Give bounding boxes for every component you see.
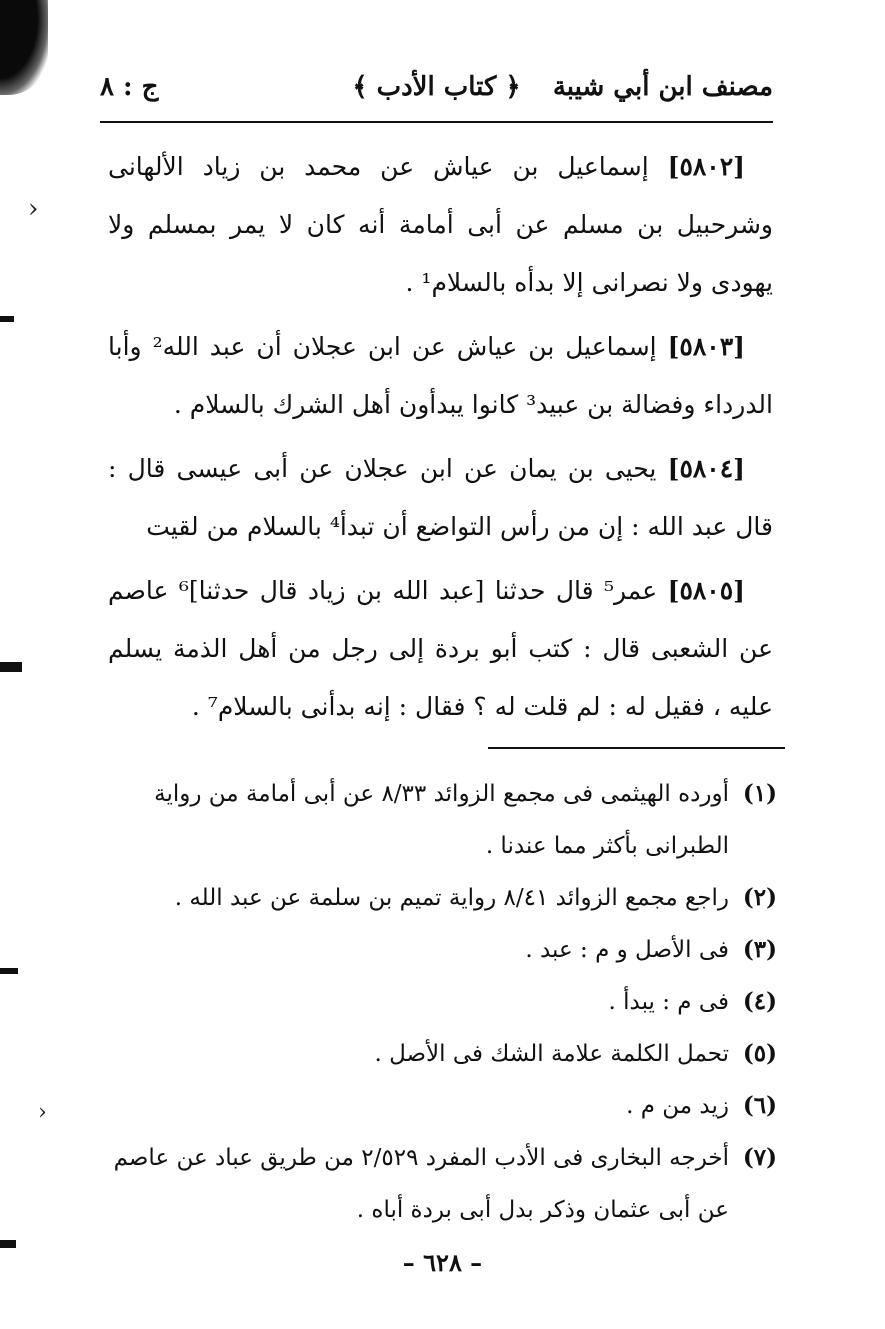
hadith-number: [٥٨٠٣] — [667, 332, 745, 361]
hadith-entry — [108, 440, 773, 556]
footnote-text: تحمل الكلمة علامة الشك فى الأصل . — [374, 1041, 729, 1067]
margin-mark: › — [38, 1100, 47, 1125]
scan-mark — [0, 968, 18, 974]
scan-blot — [0, 0, 48, 95]
hadith-text: عمر⁵ قال حدثنا [عبد الله بن زياد قال حدثنا]⁶ عاصم عن الشعبى قال : كتب أبو بردة إلى رجل من أهل الذمة يسلم عليه ، فقيل له : لم قلت له ؟ فقال : إنه بدأنى بالسلام⁷ . — [108, 576, 773, 721]
main-text — [108, 138, 773, 742]
footnote-text: فى م : يبدأ . — [608, 989, 729, 1015]
footnote-divider — [488, 747, 785, 749]
hadith-entry — [108, 562, 773, 736]
footnote-number: (٧) — [742, 1144, 777, 1171]
footnote-number: (٣) — [742, 936, 777, 963]
scan-mark — [0, 1240, 16, 1248]
scan-mark — [0, 316, 14, 322]
footnote-text: أورده الهيثمى فى مجمع الزوائد ٨/٣٣ عن أبى أمامة من رواية الطبرانى بأكثر مما عندنا . — [154, 781, 729, 859]
scan-mark — [0, 662, 22, 672]
footnote-text: زيد من م . — [626, 1093, 729, 1119]
hadith-text: إسماعيل بن عياش عن ابن عجلان أن عبد الله² وأبا الدرداء وفضالة بن عبيد³ كانوا يبدأون أهل الشرك بالسلام . — [108, 332, 773, 419]
footnote-number: (١) — [742, 780, 777, 807]
footnote-number: (٤) — [742, 988, 777, 1015]
margin-mark: › — [28, 194, 39, 224]
page-header — [100, 72, 773, 116]
footnote — [108, 976, 777, 1028]
footnote-text: فى الأصل و م : عبد . — [525, 937, 729, 963]
volume-label: ج : ٨ — [100, 72, 159, 102]
footnote — [108, 1080, 777, 1132]
hadith-number: [٥٨٠٢] — [667, 152, 745, 181]
footnote — [108, 872, 777, 924]
footnote-number: (٢) — [742, 884, 777, 911]
footnote — [108, 924, 777, 976]
footnote-text: أخرجه البخارى فى الأدب المفرد ٢/٥٢٩ من طريق عباد عن عاصم عن أبى عثمان وذكر بدل أبى بردة أباه . — [113, 1145, 729, 1223]
hadith-number: [٥٨٠٥] — [667, 576, 745, 605]
header-divider — [100, 121, 773, 123]
footnote — [108, 1132, 777, 1236]
book-title: مصنف ابن أبي شيبة — [552, 72, 773, 102]
footnote — [108, 768, 777, 872]
footnote-text: راجع مجمع الزوائد ٨/٤١ رواية تميم بن سلمة عن عبد الله . — [174, 885, 729, 911]
hadith-text: إسماعيل بن عياش عن محمد بن زياد الألهانى وشرحبيل بن مسلم عن أبى أمامة أنه كان لا يمر بمسلم ولا يهودى ولا نصرانى إلا بدأه بالسلام¹ . — [108, 152, 773, 297]
footnote-number: (٦) — [742, 1092, 777, 1119]
hadith-entry — [108, 318, 773, 434]
footnote-number: (٥) — [742, 1040, 777, 1067]
footnotes — [108, 768, 777, 1236]
section-title: ﴿ كتاب الأدب ﴾ — [352, 72, 521, 102]
footnote — [108, 1028, 777, 1080]
hadith-entry — [108, 138, 773, 312]
hadith-text: يحيى بن يمان عن ابن عجلان عن أبى عيسى قال : قال عبد الله : إن من رأس التواضع أن تبدأ⁴ بالسلام من لقيت — [108, 454, 773, 541]
page-number: – ٦٢٨ – — [402, 1248, 483, 1277]
hadith-number: [٥٨٠٤] — [667, 454, 746, 483]
